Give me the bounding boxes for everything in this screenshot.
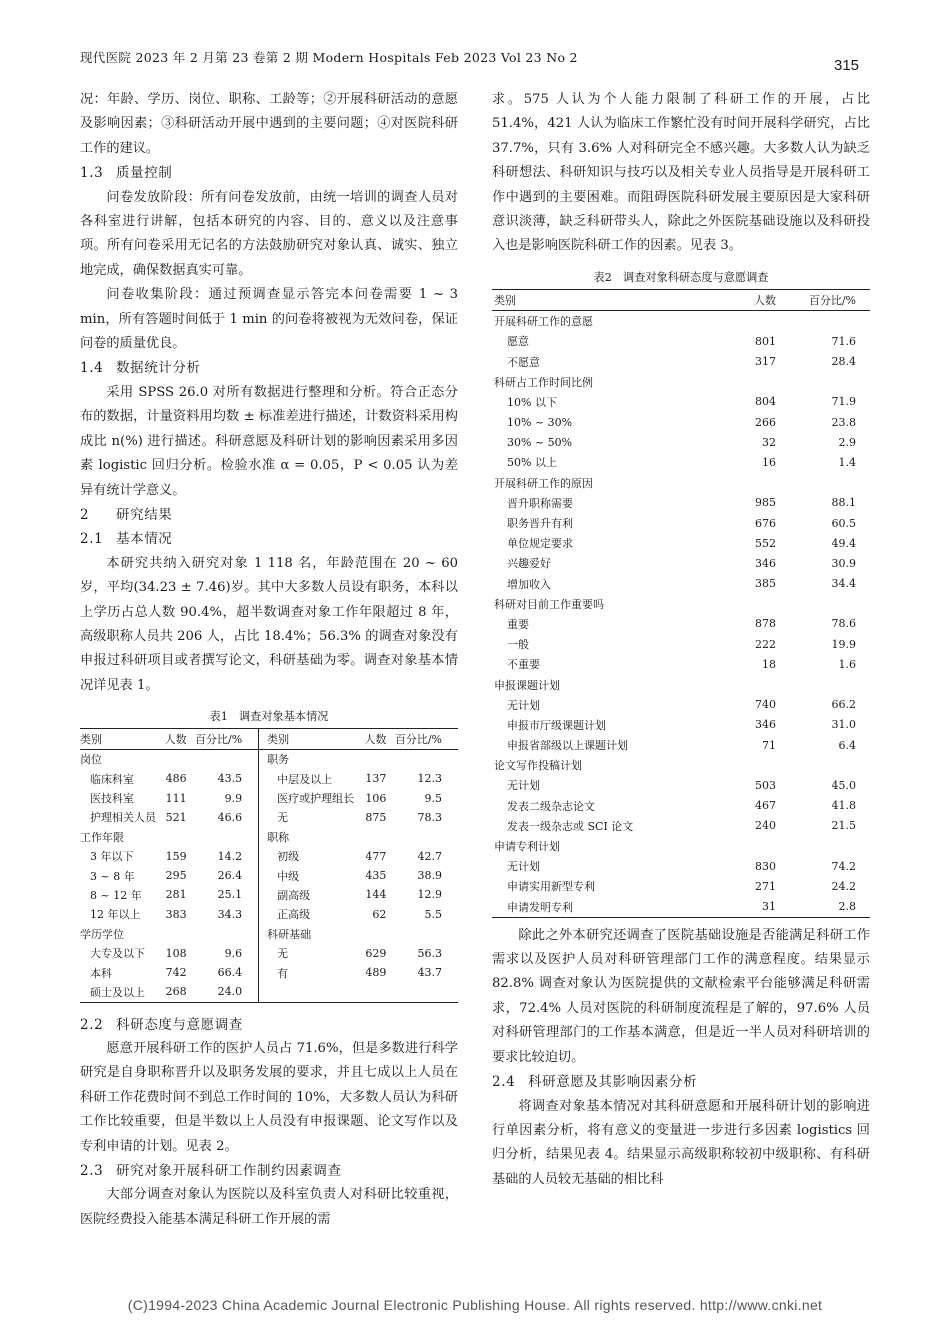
table1-cell: 159 [165, 849, 187, 863]
table2-label: 重要 [507, 617, 529, 631]
table1-cell: 医技科室 [90, 792, 134, 806]
table1-cell: 12 年以上 [90, 908, 141, 922]
table2-percent [776, 372, 870, 392]
table1-cell: 有 [277, 966, 289, 980]
table1-cell: 25.1 [190, 885, 259, 904]
table1-cell: 78.3 [417, 810, 442, 824]
table2-percent: 71.6 [831, 334, 856, 348]
table2-caption: 表2 调查对象科研态度与意愿调查 [593, 270, 769, 284]
table2-row [492, 796, 870, 816]
table1-cell [162, 827, 189, 846]
table1-cell: 111 [165, 791, 187, 805]
table2-label: 50% 以上 [507, 456, 557, 470]
table1-cell: 硕士及以上 [90, 985, 145, 999]
table2-row [492, 351, 870, 371]
paragraph: 将调查对象基本情况对其科研意愿和开展科研计划的影响进行单因素分析，将有意义的变量进一步进行多因素 logistics 回归分析，结果见表 4。结果显示高级职称较初中级职称、有科研基础的人员较无基础的相比科 [492, 1098, 870, 1187]
table2-count: 467 [755, 799, 776, 813]
table1-cell: 14.2 [190, 847, 259, 866]
table2-label: 开展科研工作的意愿 [494, 315, 593, 329]
table1-cell: 46.6 [190, 808, 259, 827]
table1-header: 百分比/% [190, 729, 259, 749]
table2-row [492, 614, 870, 634]
table1-cell: 106 [365, 791, 387, 805]
table1-cell: 24.0 [190, 982, 259, 1002]
table2-count [736, 311, 776, 332]
table1-row [80, 788, 458, 807]
table2-header: 人数 [754, 293, 776, 307]
table1-cell [362, 982, 389, 1002]
table2-percent: 45.0 [831, 778, 856, 792]
table2-row [492, 876, 870, 896]
table2-category-row [492, 755, 870, 775]
paragraph: 采用 SPSS 26.0 对所有数据进行整理和分析。符合正态分布的数据，计量资料用均数 ± 标准差进行描述，计数资料采用构成比 n(%) 进行描述。科研意愿及科研计划的影响因素采用多因素 logistic 回归分析。检验水准 α = 0.05，P < 0.05 认为差异有统计学意义。 [80, 384, 458, 498]
table2-row [492, 573, 870, 593]
table2-row [492, 856, 870, 876]
table2-count: 16 [762, 455, 776, 469]
table2-count: 266 [755, 415, 776, 429]
left-column [80, 88, 458, 1232]
table2-percent: 60.5 [831, 516, 856, 530]
table2-category-row [492, 594, 870, 614]
table1-cell: 9.6 [190, 943, 259, 962]
table2-row [492, 513, 870, 533]
table1-row [80, 885, 458, 904]
table1-cell: 3 ~ 8 年 [90, 869, 135, 883]
table1-cell [162, 924, 189, 943]
table2-count: 676 [755, 516, 776, 530]
table2-label: 无计划 [507, 698, 540, 712]
table1-header: 类别 [267, 732, 290, 746]
table1-cell: 38.9 [417, 869, 442, 883]
table1-cell: 742 [165, 966, 187, 980]
table1-cell: 108 [165, 946, 187, 960]
table1-cell: 学历学位 [80, 927, 124, 941]
table1-cell: 43.7 [417, 966, 442, 980]
table2-count: 346 [755, 718, 776, 732]
table2-percent: 30.9 [831, 556, 856, 570]
table1-cell [362, 924, 389, 943]
table2-percent [776, 311, 870, 332]
table1-row [80, 943, 458, 962]
table2-count [736, 594, 776, 614]
table2-label: 申请实用新型专利 [507, 880, 595, 894]
table2-label: 10% ~ 30% [507, 415, 573, 429]
table2-percent: 1.4 [838, 455, 856, 469]
table1-cell: 临床科室 [90, 772, 134, 786]
table2-label: 发表二级杂志论文 [507, 799, 595, 813]
paragraph: 愿意开展科研工作的医护人员占 71.6%，但是多数进行科学研究是自身职称晋升以及职务发展的要求，并且七成以上人员在科研工作花费时间不到总工作时间的 10%，大多数人员认为科研工作比较重要，但是半数以上人员没有申报课题、论文写作以及专利申请的计划。见表 2。 [80, 1041, 458, 1154]
running-header: 现代医院 2023 年 2 月第 23 卷第 2 期 Modern Hospitals Feb 2023 Vol 23 No 2 [80, 50, 578, 65]
copyright-footer: (C)1994-2023 China Academic Journal Electronic Publishing House. All rights reserved. http://www.cnki.net [127, 1297, 823, 1313]
paragraph: 本研究共纳入研究对象 1 118 名，年龄范围在 20 ~ 60 岁，平均(34.23 ± 7.46)岁。其中大多数人员设有职务，本科以上学历占总人数 90.4%，超半数调查对象工作年限超过 8 年，高级职称人员共 206 人，占比 18.4%；56.3% 的调查对象没有申报过科研项目或者撰写论文，科研基础为零。调查对象基本情况详见表 1。 [80, 555, 458, 693]
table2-count [736, 674, 776, 694]
table1-row [80, 749, 458, 769]
table2-percent: 31.0 [831, 718, 856, 732]
table1-cell: 职称 [267, 830, 290, 844]
table2-label: 10% 以下 [507, 395, 557, 409]
table1-cell: 42.7 [417, 849, 442, 863]
paragraph: 求。575 人认为个人能力限制了科研工作的开展，占比 51.4%，421 人认为临床工作繁忙没有时间开展科学研究，占比 37.7%，只有 3.6% 人对科研完全不感兴趣。大多数人认为缺乏科研想法、科研知识与技巧以及相关专业人员指导是开展科研工作中遇到的主要困难。而阻碍医院科研发展主要原因是大家科研意识淡薄，缺乏科研带头人，除此之外医院基础设施以及科研投入也是影响医院科研工作的因素。见表 3。 [492, 92, 870, 254]
table2 [492, 289, 870, 918]
table2-percent: 2.9 [838, 435, 856, 449]
table2-count: 71 [762, 738, 776, 752]
page-number: 315 [834, 57, 860, 74]
table2-count: 985 [755, 496, 776, 510]
table1-cell: 大专及以下 [90, 947, 145, 961]
table2-row [492, 695, 870, 715]
table1-cell: 268 [165, 985, 187, 999]
table1-row [80, 769, 458, 788]
table2-count: 878 [755, 617, 776, 631]
table1-cell: 医疗或护理组长 [277, 792, 355, 806]
table2-row [492, 896, 870, 917]
table1-cell [389, 827, 458, 846]
table2-count [736, 372, 776, 392]
table2-category-row [492, 674, 870, 694]
table1-cell: 初级 [277, 850, 300, 864]
table2-label: 无计划 [507, 860, 540, 874]
table2-percent: 88.1 [831, 496, 856, 510]
paragraph: 况：年龄、学历、岗位、职称、工龄等；②开展科研活动的意愿及影响因素；③科研活动开展中遇到的主要问题；④对医院科研工作的建议。 [80, 92, 458, 156]
table2-label: 晋升职称需要 [507, 496, 573, 510]
table2-label: 开展科研工作的原因 [494, 476, 593, 490]
table1-cell [190, 749, 259, 769]
table1-cell: 66.4 [190, 963, 259, 982]
table1-cell: 8 ~ 12 年 [90, 888, 142, 902]
table1-cell: 无 [277, 811, 289, 825]
table1-caption: 表1 调查对象基本情况 [209, 710, 329, 724]
table2-label: 发表一级杂志或 SCI 论文 [507, 819, 634, 833]
table1-cell: 521 [165, 810, 187, 824]
table2-count: 385 [755, 577, 776, 591]
table2-row [492, 735, 870, 755]
table2-count: 740 [755, 698, 776, 712]
table1-cell: 12.9 [417, 888, 442, 902]
table2-label: 30% ~ 50% [507, 435, 573, 449]
table2-count: 552 [755, 536, 776, 550]
table2-header: 百分比/% [808, 293, 856, 307]
table1-cell [389, 749, 458, 769]
table2-percent: 66.2 [831, 698, 856, 712]
table2-percent: 78.6 [831, 617, 856, 631]
table2-percent: 34.4 [831, 577, 856, 591]
table2-row [492, 816, 870, 836]
table1-cell [389, 982, 458, 1002]
table2-row [492, 493, 870, 513]
paragraph: 大部分调查对象认为医院以及科室负责人对科研比较重视，医院经费投入能基本满足科研工作开展的需 [80, 1187, 458, 1227]
table2-percent [776, 755, 870, 775]
table1-cell [162, 749, 189, 769]
table1-cell: 295 [165, 869, 187, 883]
table1-cell: 5.5 [424, 907, 442, 921]
table1-header: 百分比/% [394, 732, 442, 746]
table2-percent: 21.5 [831, 819, 856, 833]
table2-percent: 74.2 [831, 859, 856, 873]
table2-count: 32 [762, 435, 776, 449]
table2-percent [776, 594, 870, 614]
table1-cell: 职务 [267, 753, 290, 767]
table2-label: 职务晋升有利 [507, 517, 573, 530]
section-heading: 2.4 科研意愿及其影响因素分析 [492, 1074, 698, 1091]
table2-count: 801 [755, 334, 776, 348]
table1-cell: 中级 [277, 869, 300, 883]
table1-cell [190, 827, 259, 846]
table2-percent [776, 674, 870, 694]
table2-row [492, 654, 870, 674]
table2-percent: 19.9 [831, 637, 856, 651]
table2-percent: 23.8 [831, 415, 856, 429]
table2-count: 18 [762, 657, 776, 671]
table1-cell [362, 749, 389, 769]
table1-cell: 629 [365, 946, 387, 960]
table1-cell: 副高级 [277, 888, 311, 902]
table2-label: 论文写作投稿计划 [494, 759, 582, 773]
table1-cell: 489 [365, 966, 387, 980]
table2-label: 科研占工作时间比例 [494, 375, 593, 389]
table2-percent: 49.4 [831, 536, 856, 550]
table1-header: 人数 [164, 732, 187, 746]
table2-percent [776, 836, 870, 856]
table2-count: 804 [755, 395, 776, 409]
table1-cell [362, 827, 389, 846]
table1-cell: 137 [365, 772, 387, 786]
table1-cell [259, 982, 363, 1002]
table2-percent: 71.9 [831, 395, 856, 409]
table1-cell: 工作年限 [80, 830, 124, 844]
table1-cell: 875 [365, 810, 387, 824]
table1-cell: 43.5 [190, 769, 259, 788]
table1-cell: 62 [372, 907, 387, 921]
section-heading: 2.2 科研态度与意愿调查 [80, 1016, 243, 1033]
table2-label: 科研对目前工作重要吗 [494, 597, 604, 611]
table1-cell [190, 924, 259, 943]
table1-row [80, 866, 458, 885]
table2-row [492, 331, 870, 351]
table1-cell [389, 924, 458, 943]
table2-row [492, 715, 870, 735]
table2-category-row [492, 473, 870, 493]
table1-row [80, 808, 458, 827]
table1-cell: 281 [165, 888, 187, 902]
table2-percent: 41.8 [831, 799, 856, 813]
table2-header: 类别 [494, 293, 516, 307]
table2-label: 不愿意 [507, 355, 540, 369]
table1-cell: 12.3 [417, 772, 442, 786]
table2-label: 不重要 [507, 658, 540, 672]
table1-header: 人数 [364, 732, 387, 746]
table2-label: 增加收入 [507, 577, 551, 591]
table1-cell: 383 [165, 907, 187, 921]
table2-row [492, 392, 870, 412]
table2-category-row [492, 311, 870, 332]
table2-percent: 6.4 [838, 738, 856, 752]
table2-row [492, 775, 870, 795]
table2-count: 222 [755, 637, 776, 651]
table1 [80, 728, 458, 1002]
table2-count: 317 [755, 355, 776, 368]
table2-row [492, 634, 870, 654]
table2-label: 无计划 [507, 779, 540, 793]
table2-count: 503 [755, 778, 776, 792]
table1-cell: 435 [365, 869, 387, 883]
table2-count: 31 [762, 900, 776, 914]
table1-cell: 中层及以上 [277, 772, 333, 786]
table1-cell: 本科 [90, 966, 112, 980]
table2-count [736, 473, 776, 493]
table2-label: 申报市厅级课题计划 [507, 718, 606, 732]
table2-label: 单位规定要求 [507, 537, 573, 551]
table1-cell: 26.4 [190, 866, 259, 885]
table2-label: 愿意 [507, 335, 529, 349]
section-heading: 2.1 基本情况 [80, 531, 173, 548]
table2-label: 申报课题计划 [494, 678, 560, 692]
table1-cell: 144 [365, 888, 387, 902]
table2-label: 申请发明专利 [507, 900, 573, 914]
table1-cell: 34.3 [190, 905, 259, 924]
table2-row [492, 432, 870, 452]
table1-cell: 正高级 [277, 908, 311, 922]
section-heading: 2.3 研究对象开展科研工作制约因素调查 [80, 1163, 342, 1180]
table2-percent: 28.4 [831, 355, 856, 368]
table1-cell: 护理相关人员 [90, 811, 156, 825]
section-heading: 1.3 质量控制 [80, 165, 173, 182]
table2-label: 一般 [507, 638, 529, 652]
table1-cell: 9.5 [424, 791, 442, 805]
table2-percent: 1.6 [838, 657, 856, 671]
table2-count [736, 755, 776, 775]
paragraph: 问卷收集阶段：通过预调查显示答完本问卷需要 1 ~ 3 min，所有答题时间低于 1 min 的问卷将被视为无效问卷，保证问卷的质量优良。 [80, 287, 458, 352]
table1-cell: 56.3 [417, 946, 442, 960]
table1-row [80, 924, 458, 943]
table2-count: 346 [755, 556, 776, 570]
table2-percent: 24.2 [831, 879, 856, 893]
table2-count: 830 [755, 859, 776, 873]
table1-row [80, 982, 458, 1002]
section-heading: 1.4 数据统计分析 [80, 360, 201, 377]
table2-count: 240 [755, 819, 776, 833]
paragraph: 除此之外本研究还调查了医院基础设施是否能满足科研工作需求以及医护人员对科研管理部门工作的满意程度。结果显示 82.8% 调查对象认为医院提供的文献检索平台能够满足科研需求，72.4% 人员对医院的科研制度流程是了解的，97.6% 人员对科研管理部门的工作基本满意，但是近一半人员对科研培训的要求比较迫切。 [492, 927, 870, 1065]
table1-cell: 9.9 [190, 788, 259, 807]
table2-category-row [492, 372, 870, 392]
table2-row [492, 452, 870, 472]
table1-row [80, 827, 458, 846]
table2-label: 申报省部级以上课题计划 [507, 739, 628, 753]
table1-row [80, 963, 458, 982]
right-column [492, 88, 870, 1192]
table2-row [492, 412, 870, 432]
table1-cell: 岗位 [80, 753, 102, 767]
table1-header: 类别 [80, 732, 102, 746]
table2-percent [776, 473, 870, 493]
table1-cell: 科研基础 [267, 927, 312, 941]
table2-percent: 2.8 [838, 900, 856, 914]
table1-cell: 无 [277, 947, 289, 961]
table2-row [492, 553, 870, 573]
section-heading: 2 研究结果 [80, 506, 173, 523]
table2-label: 兴趣爱好 [507, 557, 551, 571]
table2-count [736, 836, 776, 856]
table1-cell: 486 [165, 772, 187, 786]
paragraph: 问卷发放阶段：所有问卷发放前，由统一培训的调查人员对各科室进行讲解，包括本研究的内容、目的、意义以及注意事项。所有问卷采用无记名的方法鼓励研究对象认真、诚实、独立地完成，确保数据真实可靠。 [80, 189, 458, 278]
table1-row [80, 847, 458, 866]
table1-cell: 477 [365, 849, 387, 863]
table2-category-row [492, 836, 870, 856]
table2-count: 271 [755, 879, 776, 893]
table2-label: 申请专利计划 [494, 840, 560, 853]
table2-row [492, 533, 870, 553]
table1-cell: 3 年以下 [90, 850, 134, 864]
table1-row [80, 905, 458, 924]
